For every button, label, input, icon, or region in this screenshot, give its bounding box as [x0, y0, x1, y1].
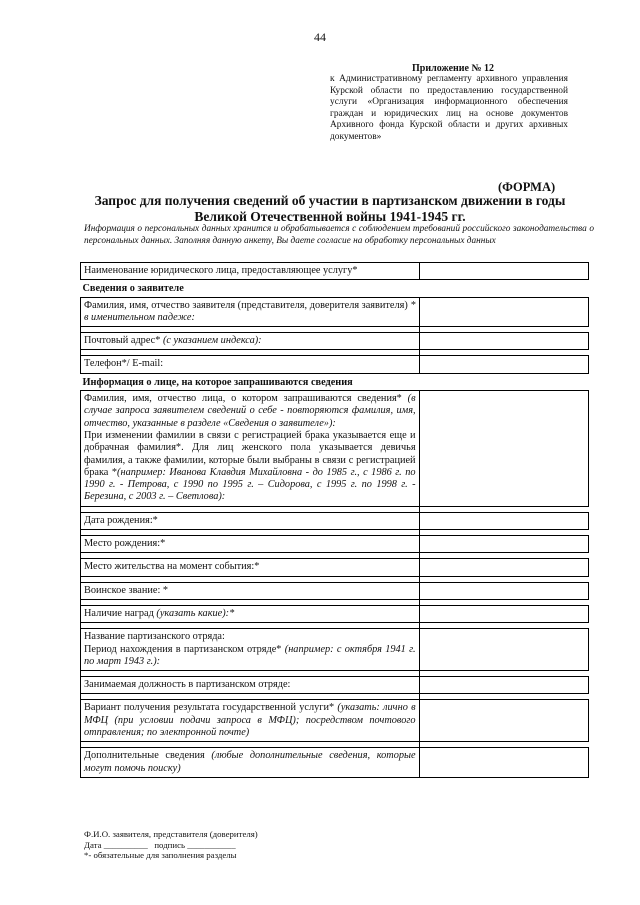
form-label: (ФОРМА)	[498, 180, 556, 194]
awards-text: Наличие наград	[84, 607, 157, 619]
subject-fio-note: (в случае запроса заявителем сведений о себе - повторяются фамилия, имя, отчество, указанные в разделе «Сведения о заявителе»):	[84, 393, 416, 429]
date-label: Дата	[84, 839, 102, 850]
detachment-label	[81, 629, 420, 671]
personal-data-note: Информация о персональных данных хранится и обрабатывается с соблюдением требований российского законодательства о персональных данных. Заполняя данную анкету, Вы даете согласие на обработку персональных данных	[84, 224, 594, 246]
position-field[interactable]	[419, 677, 588, 694]
birth-date-field[interactable]	[419, 512, 588, 529]
postal-address-text: Почтовый адрес*	[84, 335, 163, 347]
required-fields-note: *- обязательные для заполнения разделы	[84, 850, 237, 861]
birth-place-field[interactable]	[419, 536, 588, 553]
section-header-row	[81, 373, 589, 390]
awards-field[interactable]	[419, 605, 588, 622]
military-rank-field[interactable]	[419, 582, 588, 599]
subject-fio-label	[81, 391, 420, 507]
table-row	[81, 748, 589, 778]
postal-address-note: (с указанием индекса):	[162, 335, 262, 347]
awards-note: (указать какие):*	[156, 607, 235, 619]
additional-info-field[interactable]	[419, 748, 588, 778]
appendix-title: Приложение № 12	[412, 63, 495, 74]
table-row	[81, 629, 589, 671]
phone-email-field[interactable]	[419, 356, 588, 373]
table-row	[81, 582, 589, 599]
postal-address-label	[81, 333, 420, 350]
table-row	[81, 297, 589, 327]
result-variant-field[interactable]	[419, 700, 588, 742]
result-variant-text: Вариант получения результата государственной услуги*	[84, 702, 338, 714]
appendix-text: к Административному регламенту архивного управления Курской области по предоставлению государственной услуги «Организация информационного обеспечения граждан и юридических лиц на основе документов Архивного фонда Курской области и других архивных документов»	[330, 74, 568, 142]
title-line-2: Великой Отечественной войны 1941-1945 гг.	[194, 209, 466, 224]
org-name-field[interactable]	[419, 263, 588, 280]
title-line-1: Запрос для получения сведений об участии в партизанском движении в годы	[94, 193, 566, 208]
result-variant-note: (указать: лично в МФЦ (при условии подачи запроса в МФЦ); посредством почтового отправления; по электронной почте)	[84, 702, 416, 739]
residence-field[interactable]	[419, 559, 588, 576]
table-row	[81, 677, 589, 694]
org-name-label: Наименование юридического лица, предоставляющее услугу*	[81, 263, 420, 280]
applicant-fio-note: * в именительном падеже:	[84, 299, 416, 323]
phone-email-label: Телефон*/ E-mail:	[81, 356, 420, 373]
table-row	[81, 536, 589, 553]
period-note: (например: с октября 1941 г. по март 1943 г.):	[84, 643, 416, 667]
table-row	[81, 559, 589, 576]
section-header-row	[81, 280, 589, 297]
additional-info-text: Дополнительные сведения	[84, 750, 212, 762]
signer-line: Ф.И.О. заявителя, представителя (доверителя)	[84, 829, 258, 839]
subject-fio-field[interactable]	[419, 391, 588, 507]
subject-fio-text: Фамилия, имя, отчество лица, о котором запрашиваются сведения*	[84, 393, 408, 405]
additional-info-label	[81, 748, 420, 778]
signature-label: подпись	[154, 839, 186, 850]
form-footer	[84, 829, 258, 861]
table-row	[81, 700, 589, 742]
table-row	[81, 263, 589, 280]
date-blank[interactable]: __________	[103, 839, 148, 850]
maiden-name-text: При изменении фамилии в связи с регистрацией брака указывается еще и добрачная фамилия*. Для лиц женского пола указывается девичья фамилия, а также фамилии, которые были выбраны в связи с регистрацией брака *	[84, 429, 416, 478]
applicant-section-header: Сведения о заявителе	[81, 280, 589, 297]
birth-date-label: Дата рождения:*	[81, 512, 420, 529]
awards-label	[81, 605, 420, 622]
subject-section-header: Информация о лице, на которое запрашиваются сведения	[81, 373, 589, 390]
applicant-fio-text: Фамилия, имя, отчество заявителя (представителя, доверителя заявителя)	[84, 299, 411, 311]
table-row	[81, 333, 589, 350]
applicant-fio-field[interactable]	[419, 297, 588, 327]
applicant-fio-label	[81, 297, 420, 327]
residence-label: Место жительства на момент события:*	[81, 559, 420, 576]
table-row	[81, 391, 589, 507]
date-signature-line	[84, 840, 258, 851]
additional-info-note: (любые дополнительные сведения, которые могут помочь поиску)	[84, 750, 416, 774]
table-row	[81, 356, 589, 373]
position-label: Занимаемая должность в партизанском отряде:	[81, 677, 420, 694]
page-number: 44	[314, 30, 326, 44]
result-variant-label	[81, 700, 420, 742]
table-row	[81, 605, 589, 622]
request-form-table	[80, 262, 589, 778]
table-row	[81, 512, 589, 529]
detachment-field[interactable]	[419, 629, 588, 671]
maiden-name-example: (например: Иванова Клавдия Михайловна - до 1985 г., с 1986 г. по 1990 г. - Петрова, с 1990 по 1995 г. – Сидорова, с 1995 г. по 1998 г. - Березина, с 2003 г. – Светлова):	[84, 466, 416, 503]
birth-place-label: Место рождения:*	[81, 536, 420, 553]
document-title	[70, 193, 590, 225]
period-text: Период нахождения в партизанском отряде*	[84, 643, 285, 655]
military-rank-label: Воинское звание: *	[81, 582, 420, 599]
postal-address-field[interactable]	[419, 333, 588, 350]
detachment-name-text: Название партизанского отряда:	[84, 631, 225, 643]
signature-blank[interactable]: ___________	[187, 839, 236, 850]
